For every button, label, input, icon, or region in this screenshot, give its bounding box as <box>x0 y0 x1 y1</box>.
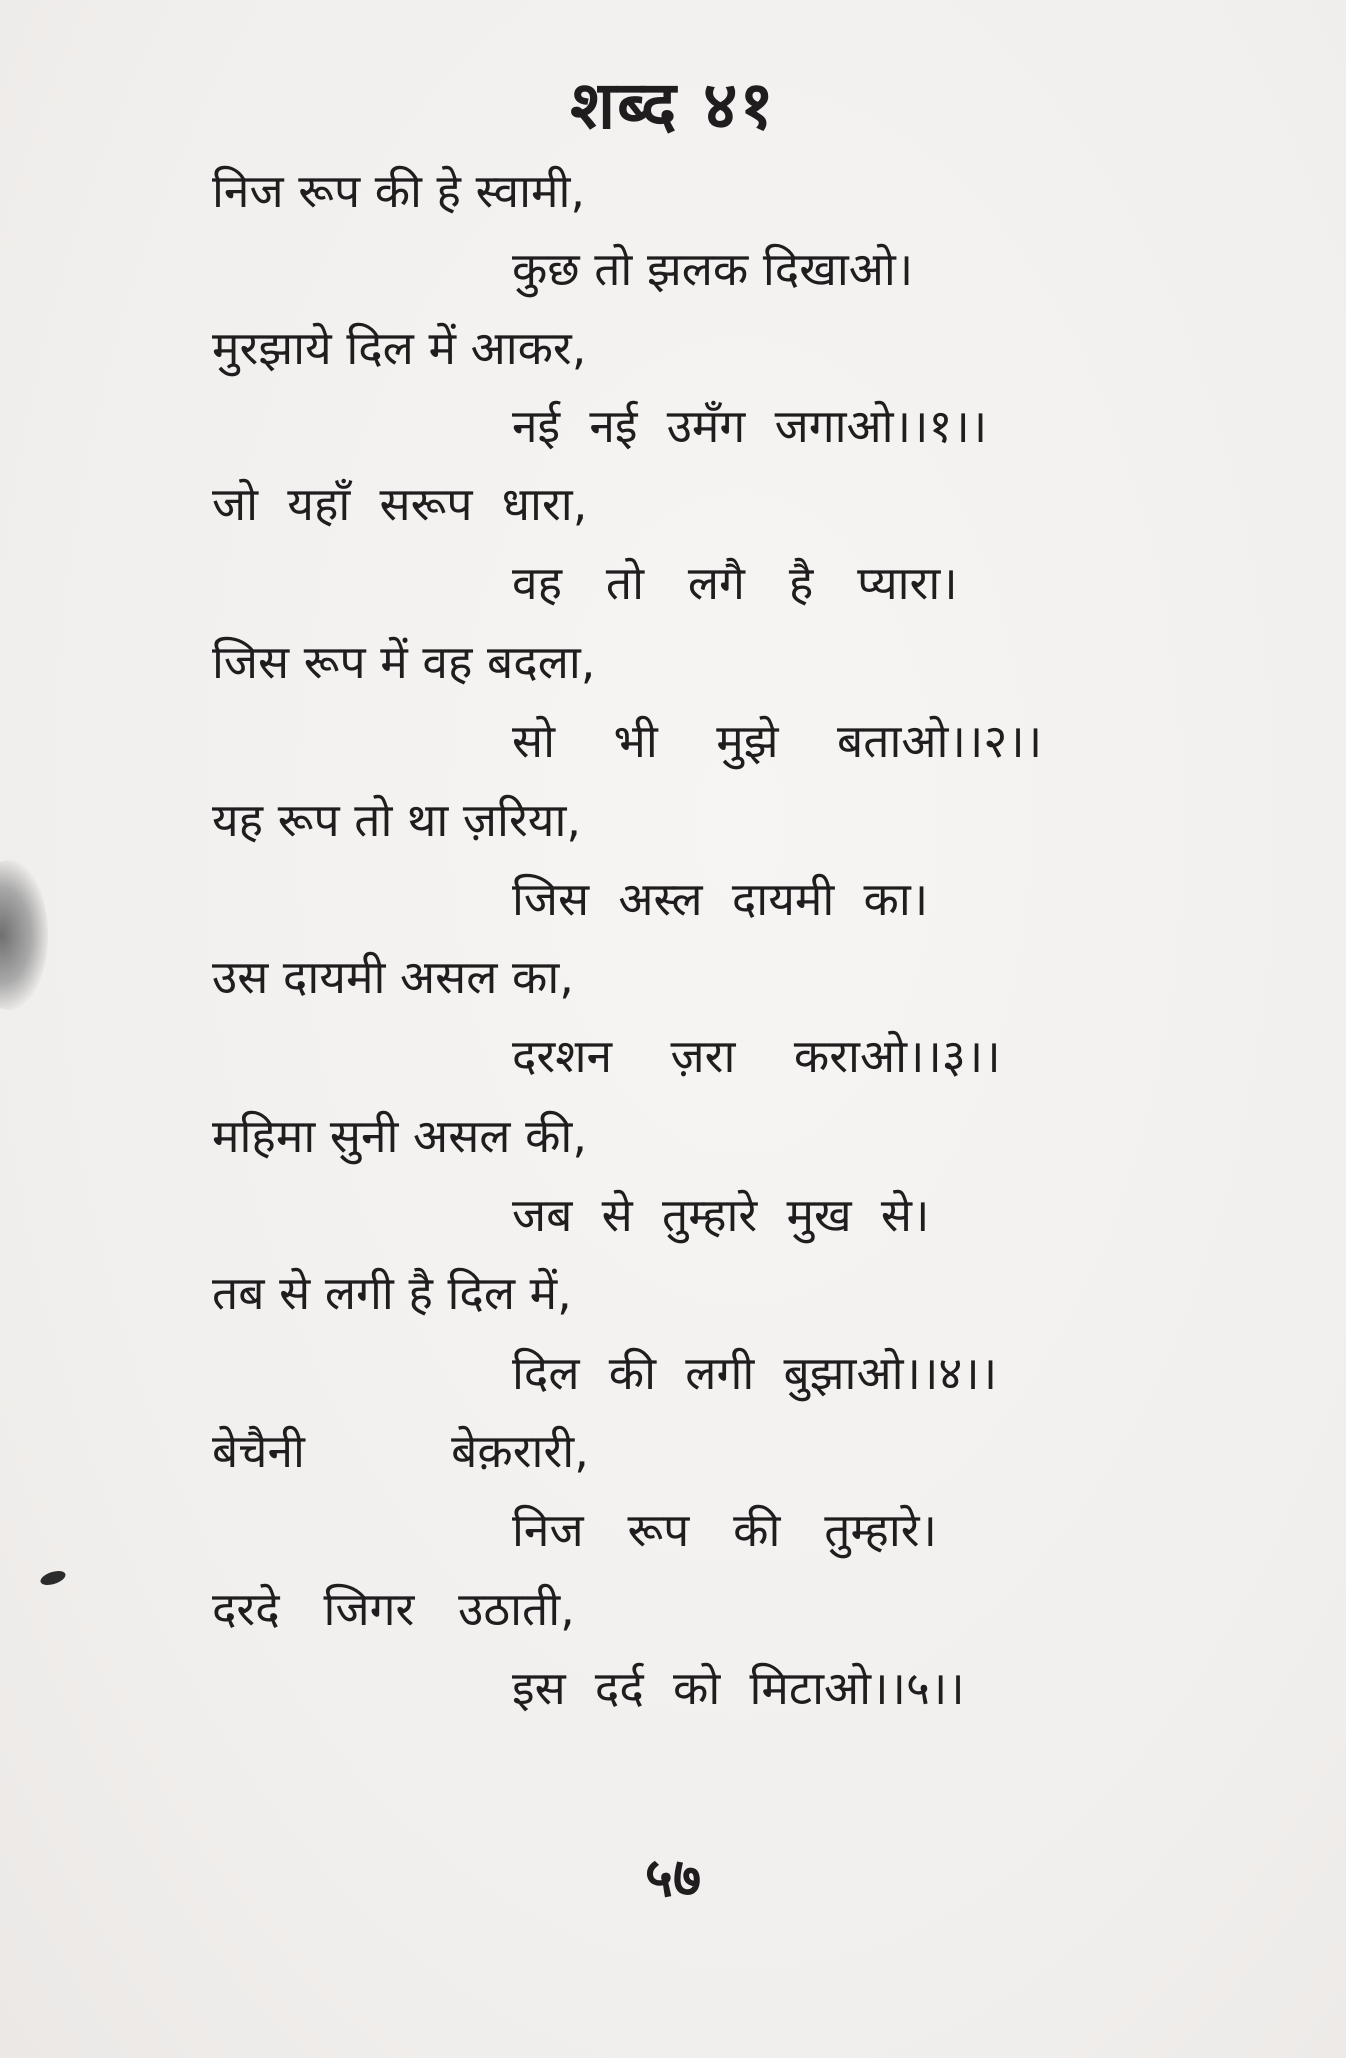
verse-4-line-1: जिस रूप में वह बदला, <box>212 635 596 689</box>
verse-6-line-1: उस दायमी असल का, <box>212 950 574 1004</box>
verse-8-line-2: दिल की लगी बुझाओ।।४।। <box>512 1346 998 1400</box>
ink-mark <box>39 1568 67 1587</box>
verse-4-line-2: सो भी मुझे बताओ।।२।। <box>512 714 1043 768</box>
verse-8-line-1: तब से लगी है दिल में, <box>212 1266 572 1320</box>
verse-5-line-2: जिस अस्ल दायमी का। <box>512 872 929 926</box>
verse-6-line-2: दरशन ज़रा कराओ।।३।। <box>512 1029 1001 1083</box>
verse-10-line-1: दरदे जिगर उठाती, <box>212 1582 575 1636</box>
verse-2-line-2: नई नई उमँग जगाओ।।१।। <box>512 399 988 453</box>
verse-7-line-2: जब से तुम्हारे मुख से। <box>512 1188 930 1242</box>
verse-1-line-1: निज रूप की हे स्वामी, <box>212 164 586 218</box>
verse-2-line-1: मुरझाये दिल में आकर, <box>212 321 587 375</box>
ink-smudge <box>0 860 48 1010</box>
verse-3-line-1: जो यहाँ सरूप धारा, <box>212 477 588 531</box>
verse-10-line-2: इस दर्द को मिटाओ।।५।। <box>512 1661 965 1715</box>
verse-7-line-1: महिमा सुनी असल की, <box>212 1109 587 1163</box>
verse-1-line-2: कुछ तो झलक दिखाओ। <box>512 242 914 296</box>
page-number: ५७ <box>644 1846 702 1909</box>
verse-3-line-2: वह तो लगै है प्यारा। <box>512 556 958 610</box>
verse-9-line-1: बेचैनी बेक़रारी, <box>212 1424 589 1478</box>
verse-9-line-2: निज रूप की तुम्हारे। <box>512 1503 937 1557</box>
page-title: शब्द ४१ <box>570 67 776 144</box>
verse-5-line-1: यह रूप तो था ज़रिया, <box>212 793 581 847</box>
